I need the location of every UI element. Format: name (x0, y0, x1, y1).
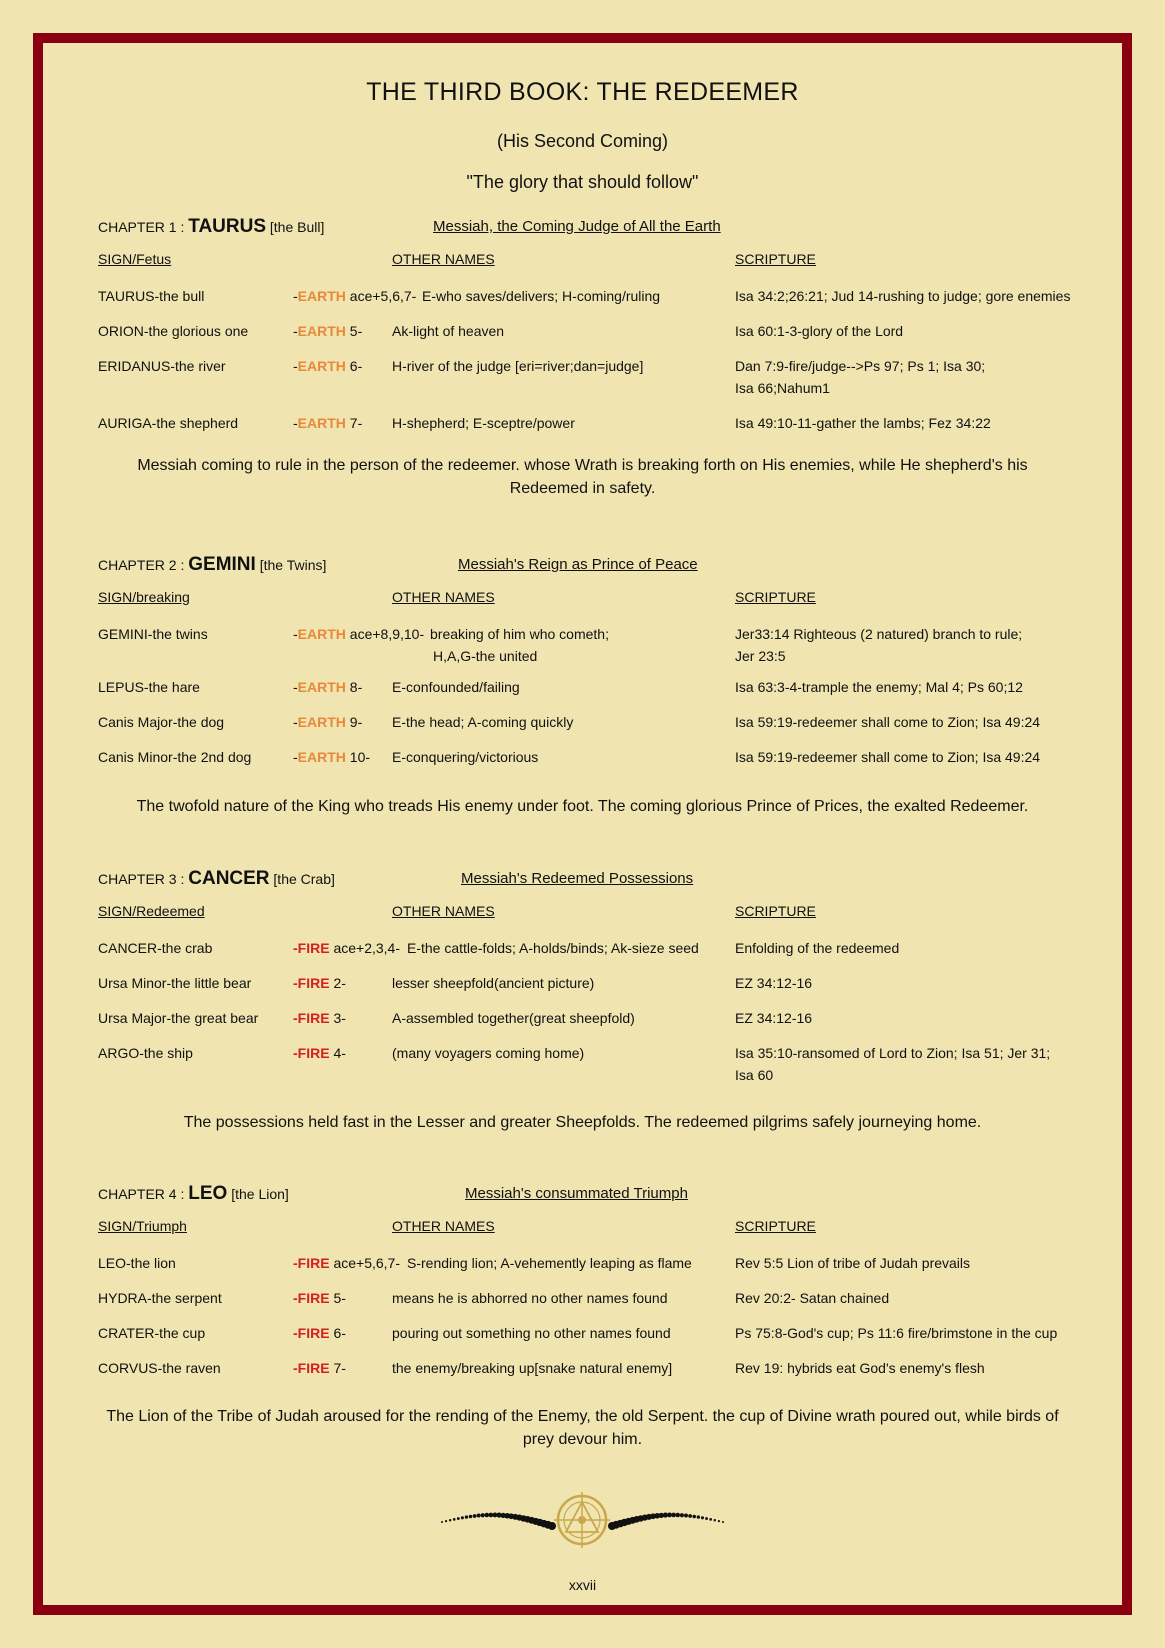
decan-number: ace+8,9,10- (349, 626, 425, 642)
element-dash: - (293, 626, 298, 642)
constellation-name: Canis Major-the dog (98, 714, 225, 730)
decan-number: 7- (349, 415, 363, 431)
chapter-theme: Messiah's consummated Triumph (465, 1185, 688, 1202)
chapter-sign: TAURUS (188, 216, 267, 237)
scripture-reference: Rev 5:5 Lion of tribe of Judah prevails (735, 1255, 971, 1271)
other-names: E-who saves/delivers; H-coming/ruling (422, 288, 661, 304)
chapter-theme: Messiah, the Coming Judge of All the Earth (433, 218, 721, 235)
scripture-reference-continued: Isa 60 (735, 1067, 774, 1083)
element-cell (293, 1288, 346, 1309)
page-subtitle: (His Second Coming) (496, 131, 669, 151)
element-label: -FIRE (293, 1360, 330, 1376)
element-dash: - (293, 679, 298, 695)
page-quote: "The glory that should follow" (466, 172, 699, 192)
decan-number: 6- (349, 358, 363, 374)
other-names: A-assembled together(great sheepfold) (392, 1010, 635, 1026)
element-label: -FIRE (293, 940, 330, 956)
decan-number: ace+2,3,4- (333, 940, 401, 956)
constellation-name: GEMINI-the twins (98, 626, 208, 642)
other-names: breaking of him who cometh; (430, 626, 609, 642)
column-header-sign: SIGN/Triumph (98, 1218, 187, 1234)
element-label: EARTH (297, 714, 346, 730)
decan-number: 8- (349, 679, 363, 695)
element-cell (293, 321, 362, 342)
other-names: Ak-light of heaven (392, 323, 505, 339)
scripture-reference: Ps 75:8-God's cup; Ps 11:6 fire/brimstone in the cup (735, 1325, 1058, 1341)
constellation-name: Ursa Minor-the little bear (98, 975, 252, 991)
element-dash: - (293, 415, 298, 431)
scripture-reference: Rev 19: hybrids eat God's enemy's flesh (735, 1360, 985, 1376)
element-label: -FIRE (293, 1255, 330, 1271)
element-cell (293, 413, 362, 434)
constellation-name: CORVUS-the raven (98, 1360, 221, 1376)
element-label: EARTH (297, 626, 346, 642)
other-names: pouring out something no other names found (392, 1325, 671, 1341)
decan-number: 9- (349, 714, 363, 730)
element-cell (293, 938, 400, 959)
chapter-sign-desc: [the Twins] (259, 557, 327, 573)
scripture-reference: Isa 34:2;26:21; Jud 14-rushing to judge; gore enemies (735, 288, 1071, 304)
constellation-name: AURIGA-the shepherd (98, 415, 239, 431)
decan-number: 7- (333, 1360, 346, 1376)
compass-ornament-icon (440, 1490, 725, 1550)
column-header-sign: SIGN/Fetus (98, 251, 172, 267)
scripture-reference: Isa 59:19-redeemer shall come to Zion; Isa 49:24 (735, 749, 1041, 765)
scripture-reference: Dan 7:9-fire/judge-->Ps 97; Ps 1; Isa 30; (735, 358, 986, 374)
chapter-summary: The twofold nature of the King who treads His enemy under foot. The coming glorious Prince of Prices, the exalted Redeemer. (136, 798, 1029, 815)
other-names: S-rending lion; A-vehemently leaping as flame (407, 1255, 692, 1271)
chapter-label: CHAPTER 1 (98, 219, 177, 235)
element-cell (293, 356, 362, 377)
chapter-summary: Messiah coming to rule in the person of the redeemer. whose Wrath is breaking forth on His enemies, while He shepherd's his Redeemed in safety. (137, 457, 1028, 497)
other-names: E-confounded/failing (392, 679, 520, 695)
element-dash: - (293, 323, 298, 339)
constellation-name: ORION-the glorious one (98, 323, 249, 339)
element-dash: - (293, 749, 298, 765)
other-names-continued: H,A,G-the united (433, 648, 538, 664)
scripture-reference: EZ 34:12-16 (735, 1010, 813, 1026)
column-header-other-names: OTHER NAMES (392, 1218, 495, 1234)
chapter-heading: CHAPTER 2 : GEMINI [the Twins] (98, 554, 327, 575)
constellation-name: ERIDANUS-the river (98, 358, 226, 374)
decan-number: ace+5,6,7- (349, 288, 417, 304)
scripture-reference: Enfolding of the redeemed (735, 940, 900, 956)
column-header-scripture: SCRIPTURE (735, 589, 816, 605)
element-cell (293, 1323, 346, 1344)
element-cell (293, 1253, 400, 1274)
element-dash: - (293, 358, 298, 374)
element-label: EARTH (297, 323, 346, 339)
scripture-reference: Isa 59:19-redeemer shall come to Zion; Isa 49:24 (735, 714, 1041, 730)
other-names: (many voyagers coming home) (392, 1045, 585, 1061)
element-cell (293, 286, 416, 307)
constellation-name: ARGO-the ship (98, 1045, 193, 1061)
chapter-summary: The Lion of the Tribe of Judah aroused for the rending of the Enemy, the old Serpent. the cup of Divine wrath poured out, while birds of prey devour him. (106, 1408, 1059, 1448)
column-header-scripture: SCRIPTURE (735, 903, 816, 919)
scripture-reference: Rev 20:2- Satan chained (735, 1290, 890, 1306)
element-label: -FIRE (293, 975, 330, 991)
other-names: E-conquering/victorious (392, 749, 539, 765)
scripture-reference-continued: Isa 66;Nahum1 (735, 380, 830, 396)
constellation-name: HYDRA-the serpent (98, 1290, 222, 1306)
element-label: EARTH (297, 358, 346, 374)
other-names: means he is abhorred no other names found (392, 1290, 668, 1306)
chapter-label: CHAPTER 2 (98, 557, 177, 573)
element-cell (293, 677, 362, 698)
element-cell (293, 1008, 346, 1029)
decan-number: 3- (333, 1010, 346, 1026)
chapter-label: CHAPTER 4 (98, 1186, 177, 1202)
other-names: H-shepherd; E-sceptre/power (392, 415, 575, 431)
page-title: THE THIRD BOOK: THE REDEEMER (366, 78, 799, 106)
chapter-heading: CHAPTER 3 : CANCER [the Crab] (98, 868, 335, 889)
chapter-sign: GEMINI (188, 554, 256, 575)
scripture-reference: Isa 63:3-4-trample the enemy; Mal 4; Ps 60;12 (735, 679, 1023, 695)
element-label: EARTH (297, 679, 346, 695)
decan-number: 5- (349, 323, 363, 339)
chapter-theme: Messiah's Reign as Prince of Peace (458, 556, 698, 573)
chapter-label: CHAPTER 3 (98, 871, 177, 887)
element-cell (293, 973, 346, 994)
element-cell (293, 624, 424, 645)
element-label: EARTH (297, 288, 346, 304)
scripture-reference: EZ 34:12-16 (735, 975, 813, 991)
other-names: E-the cattle-folds; A-holds/binds; Ak-sieze seed (407, 940, 699, 956)
decan-number: 10- (349, 749, 371, 765)
chapter-sign-desc: [the Bull] (269, 219, 325, 235)
chapter-sign: LEO (188, 1183, 228, 1204)
element-label: EARTH (297, 415, 346, 431)
other-names: H-river of the judge [eri=river;dan=judge] (392, 358, 644, 374)
decan-number: 2- (333, 975, 346, 991)
element-cell (293, 712, 362, 733)
element-label: -FIRE (293, 1045, 330, 1061)
column-header-other-names: OTHER NAMES (392, 251, 495, 267)
element-label: -FIRE (293, 1010, 330, 1026)
constellation-name: CRATER-the cup (98, 1325, 206, 1341)
other-names: the enemy/breaking up[snake natural enemy] (392, 1360, 673, 1376)
chapter-theme: Messiah's Redeemed Possessions (461, 870, 694, 887)
scripture-reference: Isa 60:1-3-glory of the Lord (735, 323, 904, 339)
element-cell (293, 747, 370, 768)
element-cell (293, 1358, 346, 1379)
chapter-heading: CHAPTER 1 : TAURUS [the Bull] (98, 216, 325, 237)
scripture-reference-continued: Jer 23:5 (735, 648, 786, 664)
column-header-other-names: OTHER NAMES (392, 903, 495, 919)
chapter-sign-desc: [the Crab] (273, 871, 335, 887)
column-header-scripture: SCRIPTURE (735, 1218, 816, 1234)
scripture-reference: Isa 49:10-11-gather the lambs; Fez 34:22 (735, 415, 991, 431)
element-dash: - (293, 288, 298, 304)
decan-number: ace+5,6,7- (333, 1255, 401, 1271)
column-header-scripture: SCRIPTURE (735, 251, 816, 267)
decan-number: 4- (333, 1045, 346, 1061)
column-header-sign: SIGN/breaking (98, 589, 190, 605)
element-label: -FIRE (293, 1325, 330, 1341)
decan-number: 6- (333, 1325, 346, 1341)
element-cell (293, 1043, 346, 1064)
column-header-other-names: OTHER NAMES (392, 589, 495, 605)
chapter-summary: The possessions held fast in the Lesser and greater Sheepfolds. The redeemed pilgrims safely journeying home. (183, 1114, 982, 1131)
constellation-name: Ursa Major-the great bear (98, 1010, 259, 1026)
other-names: E-the head; A-coming quickly (392, 714, 574, 730)
constellation-name: Canis Minor-the 2nd dog (98, 749, 252, 765)
constellation-name: LEO-the lion (98, 1255, 176, 1271)
chapter-sign: CANCER (188, 868, 270, 889)
chapter-heading: CHAPTER 4 : LEO [the Lion] (98, 1183, 289, 1204)
scripture-reference: Jer33:14 Righteous (2 natured) branch to rule; (735, 626, 1023, 642)
page-number: xxvii (568, 1577, 597, 1593)
column-header-sign: SIGN/Redeemed (98, 903, 205, 919)
constellation-name: LEPUS-the hare (98, 679, 200, 695)
element-dash: - (293, 714, 298, 730)
scripture-reference: Isa 35:10-ransomed of Lord to Zion; Isa 51; Jer 31; (735, 1045, 1051, 1061)
other-names: lesser sheepfold(ancient picture) (392, 975, 595, 991)
constellation-name: TAURUS-the bull (98, 288, 205, 304)
element-label: EARTH (297, 749, 346, 765)
chapter-sign-desc: [the Lion] (231, 1186, 289, 1202)
decan-number: 5- (333, 1290, 346, 1306)
element-label: -FIRE (293, 1290, 330, 1306)
constellation-name: CANCER-the crab (98, 940, 213, 956)
